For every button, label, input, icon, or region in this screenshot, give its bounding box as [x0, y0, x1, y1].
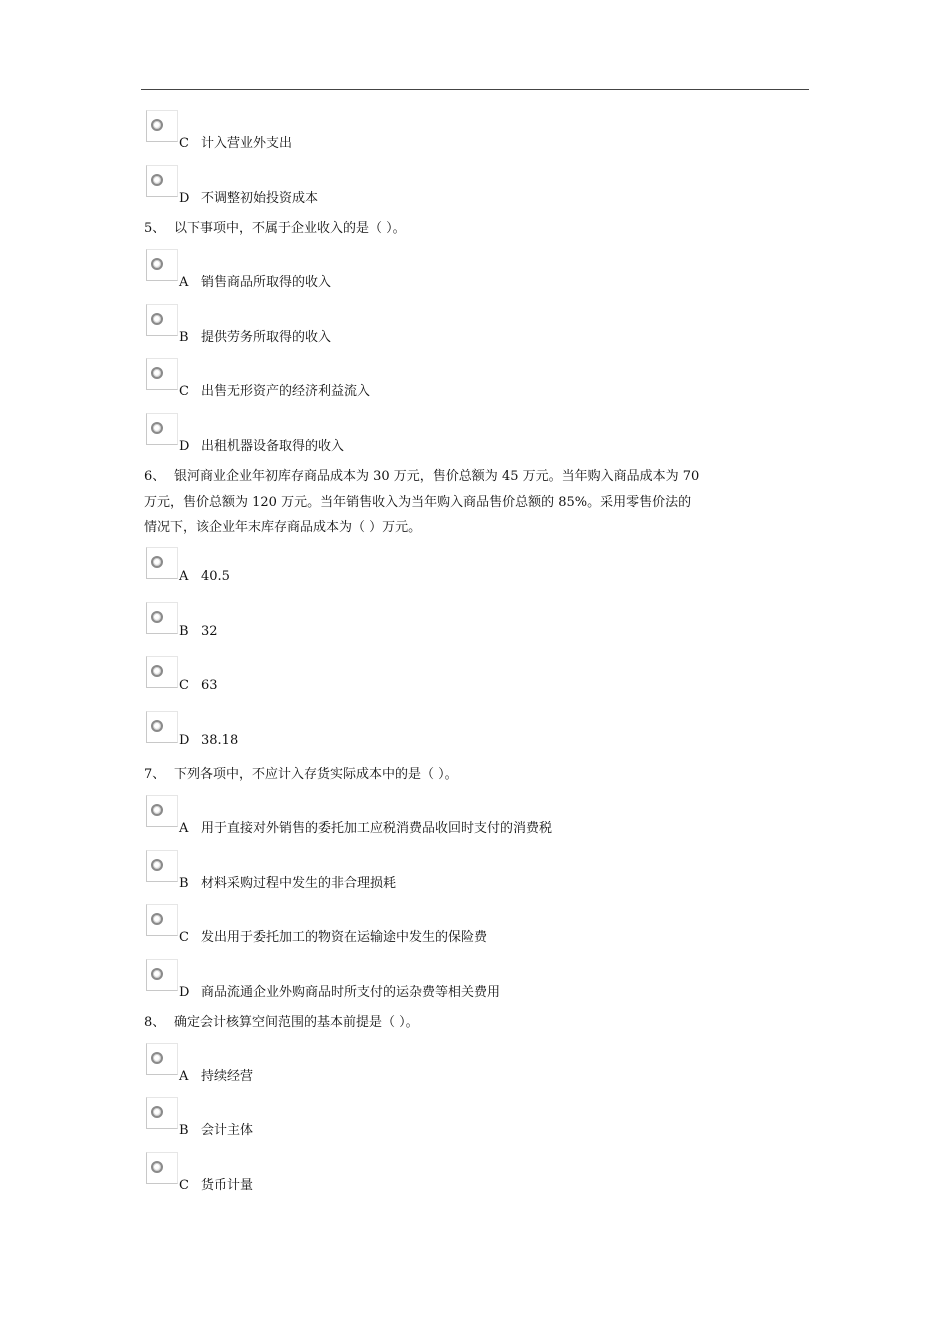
- option-letter: A: [179, 821, 189, 836]
- q7-option-a[interactable]: [146, 795, 746, 835]
- option-letter: B: [179, 330, 189, 345]
- radio-button[interactable]: [146, 850, 178, 882]
- option-letter: C: [179, 1178, 189, 1193]
- option-text: 持续经营: [201, 1069, 254, 1084]
- question-5: [144, 216, 744, 242]
- q6-option-a[interactable]: [146, 547, 746, 587]
- radio-button[interactable]: [146, 304, 178, 336]
- question-6: [144, 464, 744, 541]
- question-number: 6、: [144, 469, 166, 484]
- option-text: 商品流通企业外购商品时所支付的运杂费等相关费用: [201, 985, 501, 1000]
- question-text: 下列各项中，不应计入存货实际成本中的是（ ）。: [174, 767, 458, 782]
- radio-button[interactable]: [146, 110, 178, 142]
- header-rule: [141, 89, 809, 90]
- question-text: 以下事项中，不属于企业收入的是（ ）。: [174, 221, 406, 236]
- option-text: 63: [201, 678, 218, 693]
- question-8: [144, 1010, 744, 1036]
- option-letter: B: [179, 1123, 189, 1138]
- option-letter: C: [179, 930, 189, 945]
- option-text: 会计主体: [201, 1123, 254, 1138]
- option-letter: C: [179, 136, 189, 151]
- option-letter: D: [179, 733, 190, 748]
- radio-circle-icon: [151, 1052, 163, 1064]
- radio-button[interactable]: [146, 1152, 178, 1184]
- q7-option-b[interactable]: [146, 850, 746, 890]
- question-text: 确定会计核算空间范围的基本前提是（ ）。: [174, 1015, 419, 1030]
- radio-button[interactable]: [146, 904, 178, 936]
- option-text: 材料采购过程中发生的非合理损耗: [201, 876, 397, 891]
- option-text: 不调整初始投资成本: [201, 191, 319, 206]
- question-number: 7、: [144, 767, 166, 782]
- radio-button[interactable]: [146, 795, 178, 827]
- option-text: 出租机器设备取得的收入: [201, 439, 345, 454]
- question-text-line-1: 银河商业企业年初库存商品成本为 30 万元，售价总额为 45 万元。当年购入商品成本为 70: [174, 469, 700, 484]
- q7-option-c[interactable]: [146, 904, 746, 944]
- option-text: 32: [201, 624, 218, 639]
- option-letter: B: [179, 876, 189, 891]
- q4-option-d[interactable]: [146, 165, 746, 205]
- q8-option-c[interactable]: [146, 1152, 746, 1192]
- option-letter: C: [179, 384, 189, 399]
- q7-option-d[interactable]: [146, 959, 746, 999]
- radio-circle-icon: [151, 968, 163, 980]
- q5-option-d[interactable]: [146, 413, 746, 453]
- q6-option-b[interactable]: [146, 602, 746, 642]
- radio-circle-icon: [151, 859, 163, 871]
- q6-option-c[interactable]: [146, 656, 746, 696]
- radio-button[interactable]: [146, 1043, 178, 1075]
- radio-circle-icon: [151, 1161, 163, 1173]
- option-text: 计入营业外支出: [201, 136, 293, 151]
- option-letter: B: [179, 624, 189, 639]
- question-text-line-2: 万元，售价总额为 120 万元。当年销售收入为当年购入商品售价总额的 85%。采用零售价法的: [144, 494, 692, 510]
- radio-circle-icon: [151, 1106, 163, 1118]
- radio-button[interactable]: [146, 165, 178, 197]
- option-text: 货币计量: [201, 1178, 254, 1193]
- radio-circle-icon: [151, 258, 163, 270]
- q5-option-a[interactable]: [146, 249, 746, 289]
- radio-button[interactable]: [146, 413, 178, 445]
- option-letter: C: [179, 678, 189, 693]
- radio-circle-icon: [151, 367, 163, 379]
- radio-circle-icon: [151, 804, 163, 816]
- question-text-line-3: 情况下，该企业年末库存商品成本为（ ）万元。: [144, 520, 422, 535]
- radio-circle-icon: [151, 313, 163, 325]
- radio-circle-icon: [151, 913, 163, 925]
- radio-button[interactable]: [146, 656, 178, 688]
- radio-button[interactable]: [146, 358, 178, 390]
- option-text: 38.18: [201, 733, 239, 748]
- option-letter: D: [179, 191, 190, 206]
- radio-button[interactable]: [146, 959, 178, 991]
- option-letter: A: [179, 1069, 189, 1084]
- option-text: 用于直接对外销售的委托加工应税消费品收回时支付的消费税: [201, 821, 553, 836]
- radio-circle-icon: [151, 611, 163, 623]
- radio-circle-icon: [151, 119, 163, 131]
- question-7: [144, 762, 744, 788]
- option-letter: A: [179, 569, 189, 584]
- option-text: 销售商品所取得的收入: [201, 275, 332, 290]
- radio-button[interactable]: [146, 602, 178, 634]
- q8-option-a[interactable]: [146, 1043, 746, 1083]
- q5-option-b[interactable]: [146, 304, 746, 344]
- q6-option-d[interactable]: [146, 711, 746, 751]
- q8-option-b[interactable]: [146, 1097, 746, 1137]
- radio-button[interactable]: [146, 711, 178, 743]
- option-letter: D: [179, 439, 190, 454]
- question-number: 5、: [144, 221, 166, 236]
- option-letter: A: [179, 275, 189, 290]
- radio-circle-icon: [151, 174, 163, 186]
- radio-circle-icon: [151, 720, 163, 732]
- radio-circle-icon: [151, 665, 163, 677]
- option-text: 40.5: [201, 569, 230, 584]
- radio-circle-icon: [151, 422, 163, 434]
- question-number: 8、: [144, 1015, 166, 1030]
- option-text: 发出用于委托加工的物资在运输途中发生的保险费: [201, 930, 488, 945]
- q4-option-c[interactable]: [146, 110, 746, 150]
- radio-circle-icon: [151, 556, 163, 568]
- radio-button[interactable]: [146, 1097, 178, 1129]
- option-letter: D: [179, 985, 190, 1000]
- option-text: 出售无形资产的经济利益流入: [201, 384, 371, 399]
- q5-option-c[interactable]: [146, 358, 746, 398]
- radio-button[interactable]: [146, 249, 178, 281]
- radio-button[interactable]: [146, 547, 178, 579]
- option-text: 提供劳务所取得的收入: [201, 330, 332, 345]
